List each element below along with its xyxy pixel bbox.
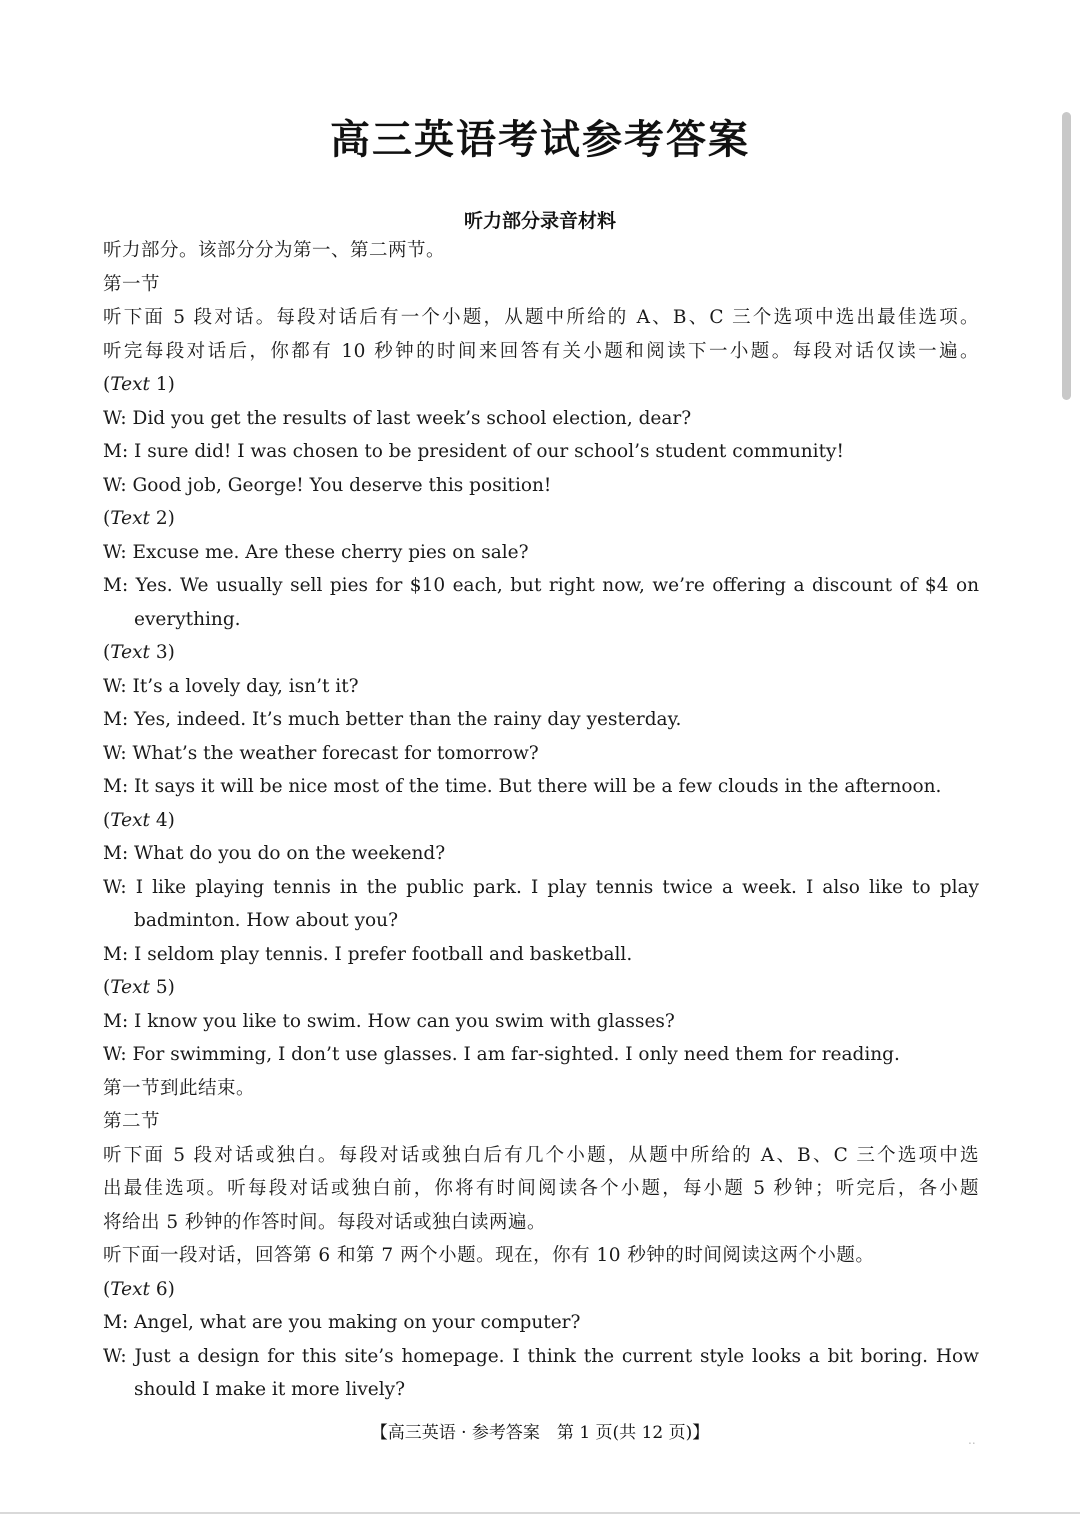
instruction-line: 出最佳选项。听每段对话或独白前，你将有时间阅读各个小题，每小题 5 秒钟；听完后，各小题 [103, 1178, 979, 1199]
dialogue-line: badminton. How about you? [134, 910, 398, 931]
instruction-line: 听完每段对话后，你都有 10 秒钟的时间来回答有关小题和阅读下一小题。每段对话仅读一遍。 [103, 340, 979, 362]
dialogue-line: M: Angel, what are you making on your computer? [103, 1312, 581, 1333]
dialogue-line: W: Did you get the results of last week’s school election, dear? [103, 407, 692, 429]
scan-mark: .. [968, 1433, 976, 1447]
instruction-line: 听下面一段对话，回答第 6 和第 7 两个小题。现在，你有 10 秒钟的时间阅读这两个小题。 [103, 1245, 875, 1266]
dialogue-line: M: What do you do on the weekend? [103, 843, 446, 864]
text-label: (Text 6) [103, 1278, 175, 1300]
dialogue-line: W: Just a design for this site’s homepage. I think the current style looks a bit boring. How [103, 1345, 979, 1367]
dialogue-line: W: What’s the weather forecast for tomorrow? [103, 742, 539, 764]
text-label: (Text 4) [103, 809, 175, 831]
dialogue-line: M: It says it will be nice most of the time. But there will be a few clouds in the afternoon. [103, 776, 942, 797]
dialogue-line: M: Yes. We usually sell pies for $10 each, but right now, we’re offering a discount of $4 on [103, 575, 979, 596]
vertical-scrollbar[interactable] [1062, 112, 1071, 400]
instruction-line: 第二节 [103, 1111, 161, 1132]
dialogue-line: W: For swimming, I don’t use glasses. I am far-sighted. I only need them for reading. [103, 1044, 900, 1065]
dialogue-line: M: Yes, indeed. It’s much better than the rainy day yesterday. [103, 709, 682, 730]
dialogue-line: W: I like playing tennis in the public park. I play tennis twice a week. I also like to play [103, 876, 979, 898]
text-label: (Text 5) [103, 977, 175, 998]
instruction-line: 听下面 5 段对话或独白。每段对话或独白后有几个小题，从题中所给的 A、B、C 三个选项中选 [103, 1144, 979, 1166]
dialogue-line: M: I sure did! I was chosen to be president of our school’s student community! [103, 441, 844, 462]
dialogue-line: W: Good job, George! You deserve this position! [103, 474, 552, 496]
dialogue-line: W: Excuse me. Are these cherry pies on sale? [103, 541, 529, 563]
instruction-line: 听下面 5 段对话。每段对话后有一个小题，从题中所给的 A、B、C 三个选项中选出最佳选项。 [103, 307, 979, 328]
dialogue-line: everything. [134, 608, 241, 630]
text-label: (Text 2) [103, 508, 175, 529]
dialogue-line: M: I know you like to swim. How can you swim with glasses? [103, 1010, 675, 1032]
dialogue-line: M: I seldom play tennis. I prefer football and basketball. [103, 943, 633, 965]
document-body [103, 234, 979, 1407]
text-label: (Text 3) [103, 642, 175, 663]
instruction-line: 第一节 [103, 273, 161, 295]
section-subtitle: 听力部分录音材料 [463, 210, 616, 232]
dialogue-line: W: It’s a lovely day, isn’t it? [103, 675, 359, 697]
instruction-line: 听力部分。该部分分为第一、第二两节。 [103, 240, 446, 261]
page-footer: 【高三英语 · 参考答案 第 1 页(共 12 页)】 [370, 1423, 710, 1443]
bottom-divider [0, 1512, 1080, 1514]
dialogue-line: should I make it more lively? [134, 1379, 406, 1400]
page-title: 高三英语考试参考答案 [330, 117, 750, 163]
text-label: (Text 1) [103, 374, 175, 395]
instruction-line: 第一节到此结束。 [103, 1077, 256, 1099]
instruction-line: 将给出 5 秒钟的作答时间。每段对话或独白读两遍。 [103, 1211, 547, 1233]
